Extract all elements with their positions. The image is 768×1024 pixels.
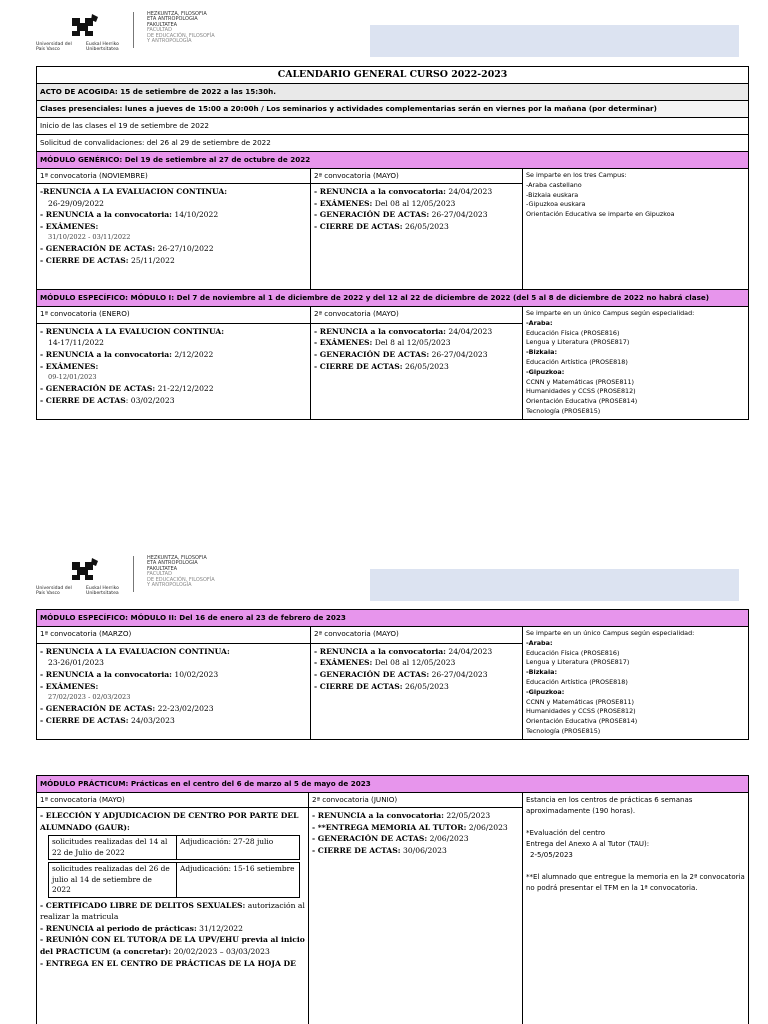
university-logo-2 <box>36 556 136 604</box>
especifico2-col2-list: - RENUNCIA a la convocatoria: 24/04/2023 - EXÁMENES: Del 08 al 12/05/2023 - GENERACIÓN DE ACTAS: 26-27/04/2023 - CIERRE DE ACTAS: 26/05/2023 <box>311 643 523 739</box>
adjudicacion-table-1 <box>48 835 300 860</box>
generico-col1-list: -RENUNCIA A LA EVALUACION CONTINUA: 26-29/09/2022 - RENUNCIA a la convocatoria: 14/10/2022 - EXÁMENES: 31/10/2022 - 03/11/2022 - GENERACIÓN DE ACTAS: 26-27/10/2022 - CIERRE DE ACTAS: 25/11/2022 <box>37 184 311 290</box>
generico-col3: Se imparte en los tres Campus: -Araba castellano -Bizkaia euskara -Gipuzkoa euskara Orientación Educativa se imparte en Gipuzkoa <box>523 169 749 290</box>
university-name-eu: Euskal Herriko Unibertsitatea <box>86 42 119 52</box>
acto-acogida: ACTO DE ACOGIDA: 15 de setiembre de 2022 a las 15:30h. <box>37 84 749 101</box>
page-title: CALENDARIO GENERAL CURSO 2022-2023 <box>37 67 749 84</box>
calendar-table-1 <box>36 66 749 420</box>
practicum-col2-list: - RENUNCIA a la convocatoria: 22/05/2023 - **ENTREGA MEMORIA AL TUTOR: 2/06/2023 - GENERACIÓN DE ACTAS: 2/06/2023 - CIERRE DE ACTAS: 30/06/2023 <box>309 808 523 1024</box>
modulo-generico-header: MÓDULO GENÉRICO: Del 19 de setiembre al 27 de octubre de 2022 <box>37 152 749 169</box>
especifico1-col1-title: 1ª convocatoria (ENERO) <box>37 307 311 324</box>
university-name-es: Universidad del País Vasco <box>36 42 72 52</box>
especifico1-col2-list: - RENUNCIA a la convocatoria: 24/04/2023 - EXÁMENES: Del 8 al 12/05/2023 - GENERACIÓN DE ACTAS: 26-27/04/2023 - CIERRE DE ACTAS: 26/05/2023 <box>311 323 523 419</box>
practicum-col3: Estancia en los centros de prácticas 6 semanas aproximadamente (190 horas). *Evaluación del centro Entrega del Anexo A al Tutor (TAU): 2-5/05/2023 **El alumnado que entregue la memoria en la 2ª convocatoria no podrá presentar el TFM en la 1ª convocatoria. <box>523 793 749 1024</box>
header-divider <box>133 12 134 48</box>
generico-col2-title: 2ª convocatoria (MAYO) <box>311 169 523 184</box>
practicum-col2-title: 2ª convocatoria (JUNIO) <box>309 793 523 808</box>
adjudicacion-periodo-2: Adjudicación: 15-16 setiembre <box>177 863 300 898</box>
university-logo <box>36 12 136 60</box>
page-header-2 <box>0 554 768 604</box>
practicum-col1-list: - ELECCIÓN Y ADJUDICACION DE CENTRO POR PARTE DEL ALUMNADO (GAUR): solicitudes realizadas del 14 al 22 de Julio de 2022 Adjudicación: 27-28 julio solicitudes realizadas del 26 de julio al 14 de setiembre de 2022 Adjudicación: 15-16 setiembre - CERTIFICADO LIBRE DE DELITOS SEXUALES: autorización al realizar la matricula - RENUNCIA al periodo de prácticas: 31/12/2022 - REUNIÓN CON EL TUTOR/A DE LA UPV/EHU previa al inicio del PRACTICUM (a concretar): 20/02/2023 – 03/03/2023 - ENTREGA EN EL CENTRO DE PRÁCTICAS DE LA HOJA DE <box>37 808 309 1024</box>
solicitud-periodo-2: solicitudes realizadas del 26 de julio al 14 de setiembre de 2022 <box>49 863 177 898</box>
practicum-col1-title: 1ª convocatoria (MAYO) <box>37 793 309 808</box>
page-header <box>0 10 768 60</box>
generico-col1-title: 1ª convocatoria (NOVIEMBRE) <box>37 169 311 184</box>
especifico1-col1-list: - RENUNCIA A LA EVALUCION CONTINUA: 14-17/11/2022 - RENUNCIA a la convocatoria: 2/12/2022 - EXÁMENES: 09-12/01/2023 - GENERACIÓN DE ACTAS: 21-22/12/2022 - CIERRE DE ACTAS: 03/02/2023 <box>37 323 311 419</box>
modulo-practicum-header: MÓDULO PRÁCTICUM: Prácticas en el centro del 6 de marzo al 5 de mayo de 2023 <box>37 776 749 793</box>
modulo-especifico-2-header: MÓDULO ESPECÍFICO: MÓDULO II: Del 16 de enero al 23 de febrero de 2023 <box>37 610 749 627</box>
university-name-eu: Euskal Herriko Unibertsitatea <box>86 586 119 596</box>
especifico1-col2-title: 2ª convocatoria (MAYO) <box>311 307 523 324</box>
calendar-table-practicum <box>36 775 749 1024</box>
clases-presenciales: Clases presenciales: lunes a jueves de 15:00 a 20:00h / Los seminarios y actividades complementarias serán en viernes por la mañana (por determinar) <box>37 101 749 118</box>
solicitud-convalidaciones: Solicitud de convalidaciones: del 26 al 29 de setiembre de 2022 <box>37 135 749 152</box>
generico-col2-list: - RENUNCIA a la convocatoria: 24/04/2023 - EXÁMENES: Del 08 al 12/05/2023 - GENERACIÓN DE ACTAS: 26-27/04/2023 - CIERRE DE ACTAS: 26/05/2023 <box>311 184 523 290</box>
especifico2-col1-list: - RENUNCIA A LA EVALUACION CONTINUA: 23-26/01/2023 - RENUNCIA a la convocatoria: 10/02/2023 - EXÁMENES: 27/02/2023 - 02/03/2023 - GENERACIÓN DE ACTAS: 22-23/02/2023 - CIERRE DE ACTAS: 24/03/2023 <box>37 643 311 739</box>
inicio-clases: Inicio de las clases el 19 de setiembre de 2022 <box>37 118 749 135</box>
header-blue-box <box>370 569 739 601</box>
upv-ehu-logo-icon <box>68 556 102 584</box>
header-blue-box <box>370 25 739 57</box>
especifico2-col1-title: 1ª convocatoria (MARZO) <box>37 627 311 644</box>
faculty-name: HEZKUNTZA, FILOSOFIA ETA ANTROPOLOGIA FAKULTATEA FACULTAD DE EDUCACIÓN, FILOSOFÍA Y ANTROPOLOGÍA <box>147 11 215 45</box>
upv-ehu-logo-icon <box>68 12 102 40</box>
especifico2-col2-title: 2ª convocatoria (MAYO) <box>311 627 523 644</box>
solicitud-periodo-1: solicitudes realizadas del 14 al 22 de Julio de 2022 <box>49 836 177 860</box>
faculty-name: HEZKUNTZA, FILOSOFIA ETA ANTROPOLOGIA FAKULTATEA FACULTAD DE EDUCACIÓN, FILOSOFÍA Y ANTROPOLOGÍA <box>147 555 215 589</box>
adjudicacion-periodo-1: Adjudicación: 27-28 julio <box>177 836 300 860</box>
adjudicacion-table-2 <box>48 862 300 898</box>
modulo-especifico-1-header: MÓDULO ESPECÍFICO: MÓDULO I: Del 7 de noviembre al 1 de diciembre de 2022 y del 12 al 22 de diciembre de 2022 (del 5 al 8 de diciembre de 2022 no habrá clase) <box>37 290 749 307</box>
especifico1-col3: Se imparte en un único Campus según especialidad: -Araba: Educación Física (PROSE816) Lengua y Literatura (PROSE817) -Bizkaia: Educación Artística (PROSE818) -Gipuzkoa: CCNN y Matemáticas (PROSE811) Humanidades y CCSS (PROSE812) Orientación Educativa (PROSE814) Tecnología (PROSE815) <box>523 307 749 420</box>
university-name-es: Universidad del País Vasco <box>36 586 72 596</box>
calendar-table-2 <box>36 609 749 740</box>
header-divider <box>133 556 134 592</box>
especifico2-col3: Se imparte en un único Campus según especialidad: -Araba: Educación Física (PROSE816) Lengua y Literatura (PROSE817) -Bizkaia: Educación Artística (PROSE818) -Gipuzkoa: CCNN y Matemáticas (PROSE811) Humanidades y CCSS (PROSE812) Orientación Educativa (PROSE814) Tecnología (PROSE815) <box>523 627 749 740</box>
